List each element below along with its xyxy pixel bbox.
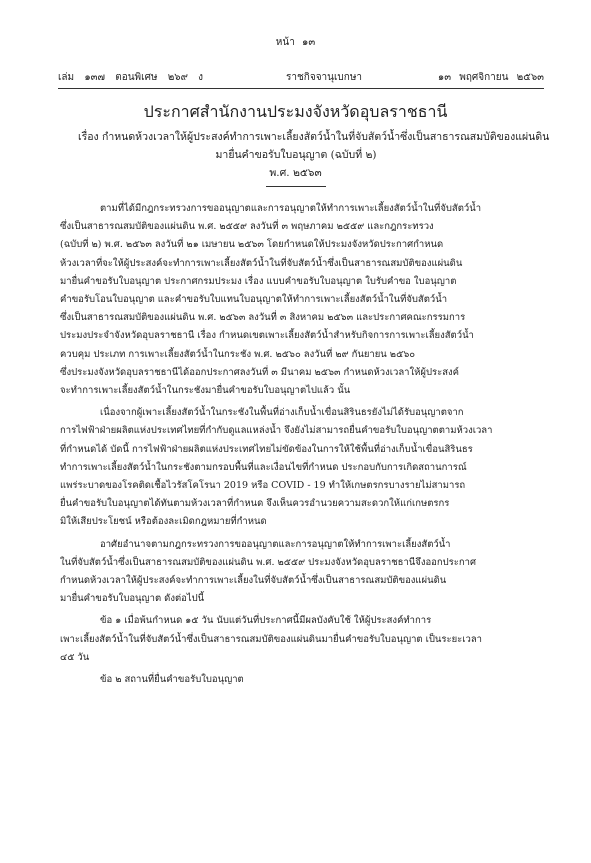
text-line: ในที่จับสัตว์น้ำซึ่งเป็นสาธารณสมบัติของแผ่นดิน พ.ศ. ๒๕๕๙ ประมงจังหวัดอุบลราชธานีจึงออกประกาศ bbox=[60, 556, 476, 568]
text-line: คำขอรับโอนใบอนุญาต และคำขอรับใบแทนใบอนุญาตให้ทำการเพาะเลี้ยงสัตว์น้ำในที่จับสัตว์น้ำ bbox=[60, 294, 448, 306]
subject-line: เรื่อง กำหนดห้วงเวลาให้ผู้ประสงค์ทำการเพาะเลี้ยงสัตว์น้ำในที่จับสัตว์น้ำซึ่งเป็นสาธารณสมบัติของแผ่นดิน bbox=[78, 131, 550, 143]
volume-number: ๑๓๗ bbox=[84, 72, 106, 83]
text-line: กำหนดห้วงเวลาให้ผู้ประสงค์จะทำการเพาะเลี้ยงในที่จับสัตว์น้ำซึ่งเป็นสาธารณสมบัติของแผ่นดิน bbox=[60, 575, 447, 587]
text-line: จะทำการเพาะเลี้ยงสัตว์น้ำในกระชังมายื่นคำขอรับใบอนุญาตไปแล้ว นั้น bbox=[60, 385, 351, 397]
gazette-name: ราชกิจจานุเบกษา bbox=[286, 72, 363, 83]
text-line: ข้อ ๒ สถานที่ยื่นคำขอรับใบอนุญาต bbox=[100, 674, 244, 686]
text-line: เนื่องจากผู้เพาะเลี้ยงสัตว์น้ำในกระชังในพื้นที่อ่างเก็บน้ำเขื่อนสิรินธรยังไม่ได้รับอนุญาตจาก bbox=[100, 407, 464, 419]
date-day: ๑๓ bbox=[437, 72, 452, 83]
text-line: มายื่นคำขอรับใบอนุญาต ดังต่อไปนี้ bbox=[60, 593, 205, 605]
text-line: ซึ่งเป็นสาธารณสมบัติของแผ่นดิน พ.ศ. ๒๕๖๓ ลงวันที่ ๓ สิงหาคม ๒๕๖๓ และประกาศคณะกรรมการ bbox=[60, 312, 466, 324]
text-line: (ฉบับที่ ๒) พ.ศ. ๒๕๖๓ ลงวันที่ ๒๑ เมษายน ๒๕๖๓ โดยกำหนดให้ประมงจังหวัดประกาศกำหนด bbox=[60, 239, 444, 251]
subject-line: มายื่นคำขอรับใบอนุญาต (ฉบับที่ ๒) bbox=[215, 149, 377, 161]
text-line: ที่กำหนดได้ บัดนี้ การไฟฟ้าฝ่ายผลิตแห่งประเทศไทยไม่ขัดข้องในการให้ใช้พื้นที่อ่างเก็บน้ำเขื่อนสิรินธร bbox=[60, 443, 473, 455]
announcement-subject bbox=[78, 128, 550, 164]
announcement-year: พ.ศ. ๒๕๖๓ bbox=[269, 167, 322, 179]
date-year: ๒๕๖๓ bbox=[516, 72, 544, 83]
volume-label: เล่ม bbox=[58, 72, 75, 83]
special-label: ตอนพิเศษ bbox=[115, 72, 158, 83]
text-line: ยื่นคำขอรับใบอนุญาตได้ทันตามห้วงเวลาที่กำหนด จึงเห็นควรอำนวยความสะดวกให้แก่เกษตรกร bbox=[60, 498, 450, 510]
text-line: ทำการเพาะเลี้ยงสัตว์น้ำในกระชังตามกรอบพื้นที่และเงื่อนไขที่กำหนด ประกอบกับการเกิดสถานการณ์ bbox=[60, 461, 467, 473]
issue-info bbox=[58, 70, 210, 86]
text-line: ซึ่งเป็นสาธารณสมบัติของแผ่นดิน พ.ศ. ๒๕๕๙ ลงวันที่ ๓ พฤษภาคม ๒๕๕๙ และกฎกระทรวง bbox=[60, 221, 434, 233]
clause-2 bbox=[60, 671, 546, 689]
text-line: ข้อ ๑ เมื่อพ้นกำหนด ๑๕ วัน นับแต่วันที่ประกาศนี้มีผลบังคับใช้ ให้ผู้ประสงค์ทำการ bbox=[100, 615, 432, 627]
text-line: แพร่ระบาดของโรคติดเชื้อไวรัสโคโรนา 2019 หรือ COVID - 19 ทำให้เกษตรกรบางรายไม่สามารถ bbox=[60, 480, 466, 492]
section-letter: ง bbox=[198, 72, 204, 83]
date-month: พฤศจิกายน bbox=[459, 72, 509, 83]
paragraph-authority bbox=[60, 536, 546, 609]
text-line: มายื่นคำขอรับใบอนุญาต ประกาศกรมประมง เรื่อง แบบคำขอรับใบอนุญาต ใบรับคำขอ ใบอนุญาต bbox=[60, 275, 457, 287]
announcement-body bbox=[60, 200, 546, 693]
text-line: ซึ่งประมงจังหวัดอุบลราชธานีได้ออกประกาศลงวันที่ ๓ มีนาคม ๒๕๖๓ กำหนดห้วงเวลาให้ผู้ประสงค์ bbox=[60, 366, 460, 378]
paragraph-reason bbox=[60, 404, 546, 531]
page-number-value: ๑๓ bbox=[302, 37, 316, 48]
text-line: ควบคุม ประเภท การเพาะเลี้ยงสัตว์น้ำในกระชัง พ.ศ. ๒๕๖๐ ลงวันที่ ๒๙ กันยายน ๒๕๖๐ bbox=[60, 348, 416, 360]
text-line: มิให้เสียประโยชน์ หรือต้องละเมิดกฎหมายที่กำหนด bbox=[60, 516, 267, 528]
text-line: การไฟฟ้าฝ่ายผลิตแห่งประเทศไทยที่กำกับดูแลแหล่งน้ำ จึงยังไม่สามารถยื่นคำขอรับใบอนุญาตตามห้วงเวลา bbox=[60, 425, 493, 437]
page-number-label: หน้า bbox=[275, 37, 295, 48]
text-line: อาศัยอำนาจตามกฎกระทรวงการขออนุญาตและการอนุญาตให้ทำการเพาะเลี้ยงสัตว์น้ำ bbox=[100, 538, 451, 550]
gazette-header bbox=[58, 70, 544, 86]
clause-1 bbox=[60, 612, 546, 667]
paragraph-background bbox=[60, 200, 546, 400]
text-line: ๔๕ วัน bbox=[60, 651, 90, 663]
issue-date bbox=[433, 70, 544, 86]
header-divider bbox=[58, 88, 544, 89]
title-separator bbox=[266, 186, 326, 187]
announcement-title: ประกาศสำนักงานประมงจังหวัดอุบลราชธานี bbox=[143, 102, 448, 121]
special-number: ๒๖๙ bbox=[167, 72, 188, 83]
text-line: ประมงประจำจังหวัดอุบลราชธานี เรื่อง กำหนดเขตเพาะเลี้ยงสัตว์น้ำสำหรับกิจการการเพาะเลี้ยงสัตว์น้ำ bbox=[60, 330, 474, 342]
text-line: เพาะเลี้ยงสัตว์น้ำในที่จับสัตว์น้ำซึ่งเป็นสาธารณสมบัติของแผ่นดินมายื่นคำขอรับใบอนุญาต เป็นระยะเวลา bbox=[60, 633, 483, 645]
page-number bbox=[0, 36, 591, 50]
text-line: ห้วงเวลาที่จะให้ผู้ประสงค์จะทำการเพาะเลี้ยงสัตว์น้ำในที่จับสัตว์น้ำซึ่งเป็นสาธารณสมบัติของแผ่นดิน bbox=[60, 257, 463, 269]
text-line: ตามที่ได้มีกฎกระทรวงการขออนุญาตและการอนุญาตให้ทำการเพาะเลี้ยงสัตว์น้ำในที่จับสัตว์น้ำ bbox=[100, 203, 482, 214]
